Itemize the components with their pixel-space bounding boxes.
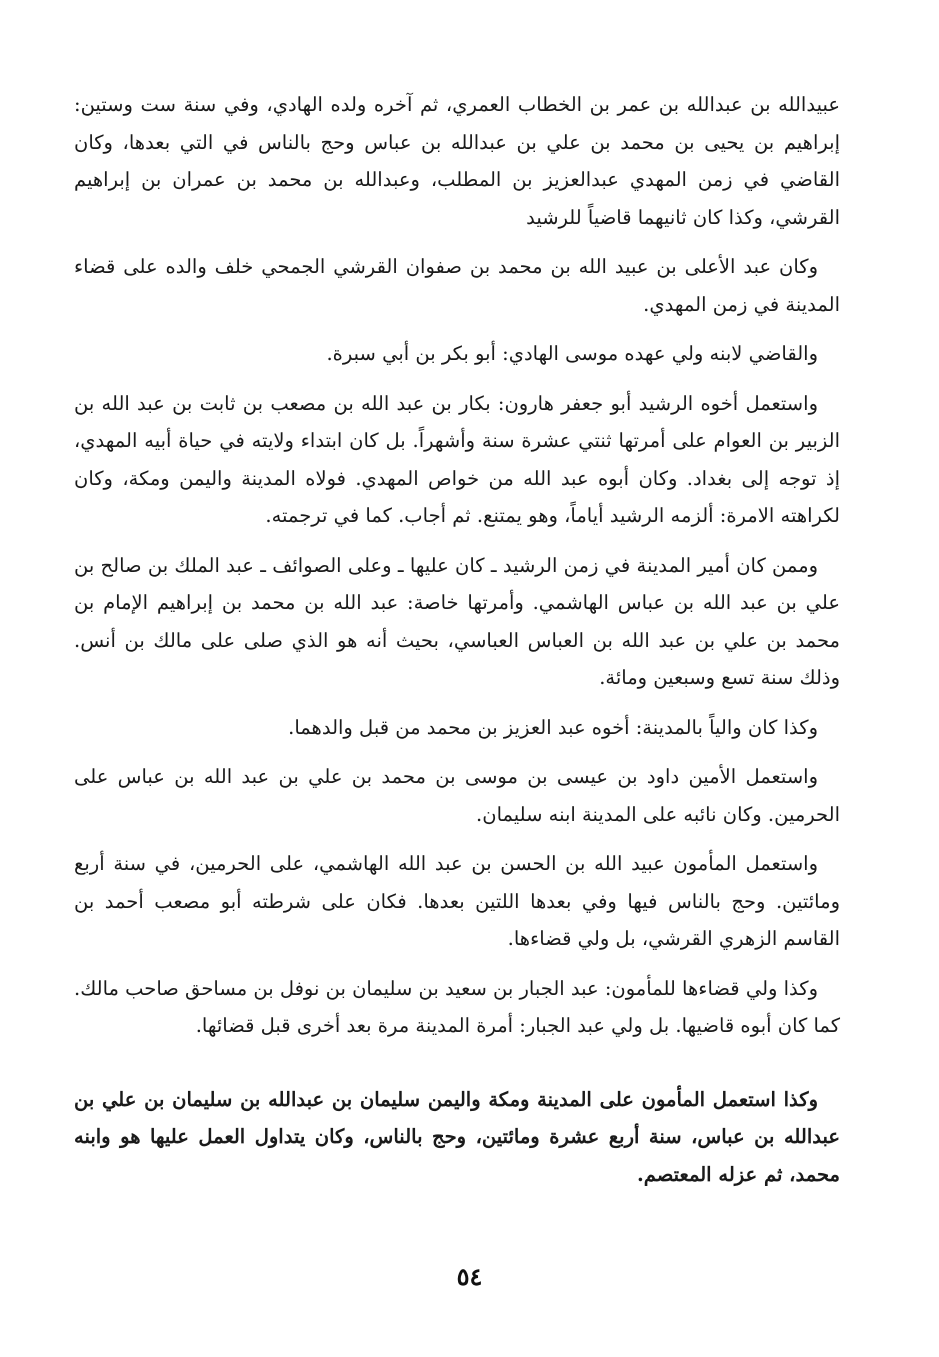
paragraph-2: وكان عبد الأعلى بن عبيد الله بن محمد بن صفوان القرشي الجمحي خلف والده على قضاء المدينة في زمن المهدي. [74, 255, 840, 316]
paragraph-3: والقاضي لابنه ولي عهده موسى الهادي: أبو بكر بن أبي سبرة. [326, 342, 818, 365]
paragraph-9: وكذا ولي قضاءها للمأمون: عبد الجبار بن سعيد بن سليمان بن نوفل بن مساحق صاحب مالك. كما كان أبوه قاضيها. بل ولي عبد الجبار: أمرة المدينة مرة بعد أخرى قبل قضائها. [74, 976, 840, 1037]
paragraph-10: وكذا استعمل المأمون على المدينة ومكة واليمن سليمان بن عبدالله بن سليمان بن علي بن عبدالله بن عباس، سنة أربع عشرة ومائتين، وحج بالناس، وكان يتداول العمل عليها هو وابنه محمد، ثم عزله المعتصم. [74, 1087, 840, 1186]
paragraph-6: وكذا كان والياً بالمدينة: أخوه عبد العزيز بن محمد من قبل والدهما. [288, 715, 818, 739]
document-page [74, 86, 840, 1193]
paragraph-4: واستعمل أخوه الرشيد أبو جعفر هارون: بكار بن عبد الله بن مصعب بن ثابت بن عبد الله بن الزبير بن العوام على أمرتها ثنتي عشرة سنة وأشهراً. بل كان ابتداء ولايته في حياة أبيه المهدي، إذ توجه إلى بغداد. وكان أبوه عبد الله من خواص المهدي. فولاه المدينة واليمن ومكة، وكان لكراهته الامرة: ألزمه الرشيد أياماً، وهو يمتنع. ثم أجاب. كما في ترجمته. [74, 391, 840, 527]
paragraph-5: وممن كان أمير المدينة في زمن الرشيد ـ كان عليها ـ وعلى الصوائف ـ عبد الملك بن صالح بن علي بن عبد الله بن عباس الهاشمي. وأمرتها خاصة: عبد الله بن محمد بن إبراهيم الإمام بن محمد بن علي بن عبد الله بن العباس العباسي، بحيث أنه هو الذي صلى على مالك بن أنس. وذلك سنة تسع وسبعين ومائة. [74, 553, 840, 689]
page-number: ٥٤ [456, 1262, 483, 1291]
paragraph-8: واستعمل المأمون عبيد الله بن الحسن بن عبد الله الهاشمي، على الحرمين، في سنة أربع ومائتين. وحج بالناس فيها وفي بعدها اللتين بعدها. فكان على شرطته أبو مصعب أحمد بن القاسم الزهري القرشي، بل ولي قضاءها. [74, 852, 840, 950]
paragraph-7: واستعمل الأمين داود بن عيسى بن موسى بن محمد بن علي بن عبد الله بن عباس على الحرمين. وكان نائبه على المدينة ابنه سليمان. [74, 765, 840, 826]
paragraph-1: عبيدالله بن عبدالله بن عمر بن الخطاب العمري، ثم آخره ولده الهادي، وفي سنة ست وستين: إبراهيم بن يحيى بن محمد بن علي بن عبدالله بن عباس وحج بالناس في التي بعدها، وكان القاضي في زمن المهدي عبدالعزيز بن المطلب، وعبدالله بن محمد بن عمران بن إبراهيم القرشي، وكذا كان ثانيهما قاضياً للرشيد [74, 93, 840, 229]
